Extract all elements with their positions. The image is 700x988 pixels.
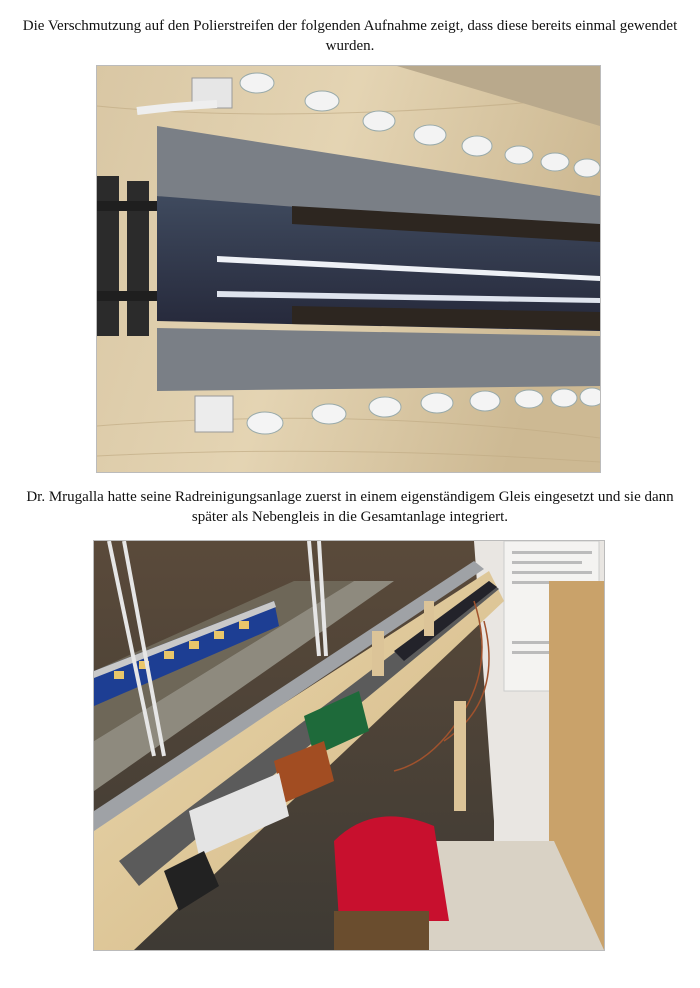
led-bulb: [515, 390, 543, 408]
caption-integration: Dr. Mrugalla hatte seine Radreinigungsanlage zuerst in einem eigenständigem Gleis eingesetzt und sie dann später als Nebengleis in die Gesamtanlage integriert.: [26, 489, 674, 525]
wire-clip: [195, 396, 233, 432]
led-bulb: [240, 73, 274, 93]
led-bulb: [541, 153, 569, 171]
layout-illustration: [94, 541, 604, 950]
photo-wheel-cleaning-unit-closeup: [97, 66, 600, 472]
red-cushion: [334, 816, 449, 921]
led-bulb: [305, 91, 339, 111]
led-bulb: [580, 388, 600, 406]
led-bulb: [363, 111, 395, 131]
led-bulb: [462, 136, 492, 156]
led-bulb: [551, 389, 577, 407]
led-bulb: [505, 146, 533, 164]
sleeper: [97, 176, 119, 336]
caption-polishing-strips: Die Verschmutzung auf den Polierstreifen der folgenden Aufnahme zeigt, dass diese bereits einmal gewendet wurden.: [22, 18, 678, 54]
led-bulb: [414, 125, 446, 145]
led-bulb: [421, 393, 453, 413]
led-bulb: [369, 397, 401, 417]
led-bulb: [574, 159, 600, 177]
gray-frame-bottom: [157, 328, 600, 391]
led-bulb: [312, 404, 346, 424]
closeup-illustration: [97, 66, 600, 472]
stool: [334, 911, 429, 950]
led-bulb: [470, 391, 500, 411]
photo-layout-side-track: [94, 541, 604, 950]
led-bulb: [247, 412, 283, 434]
